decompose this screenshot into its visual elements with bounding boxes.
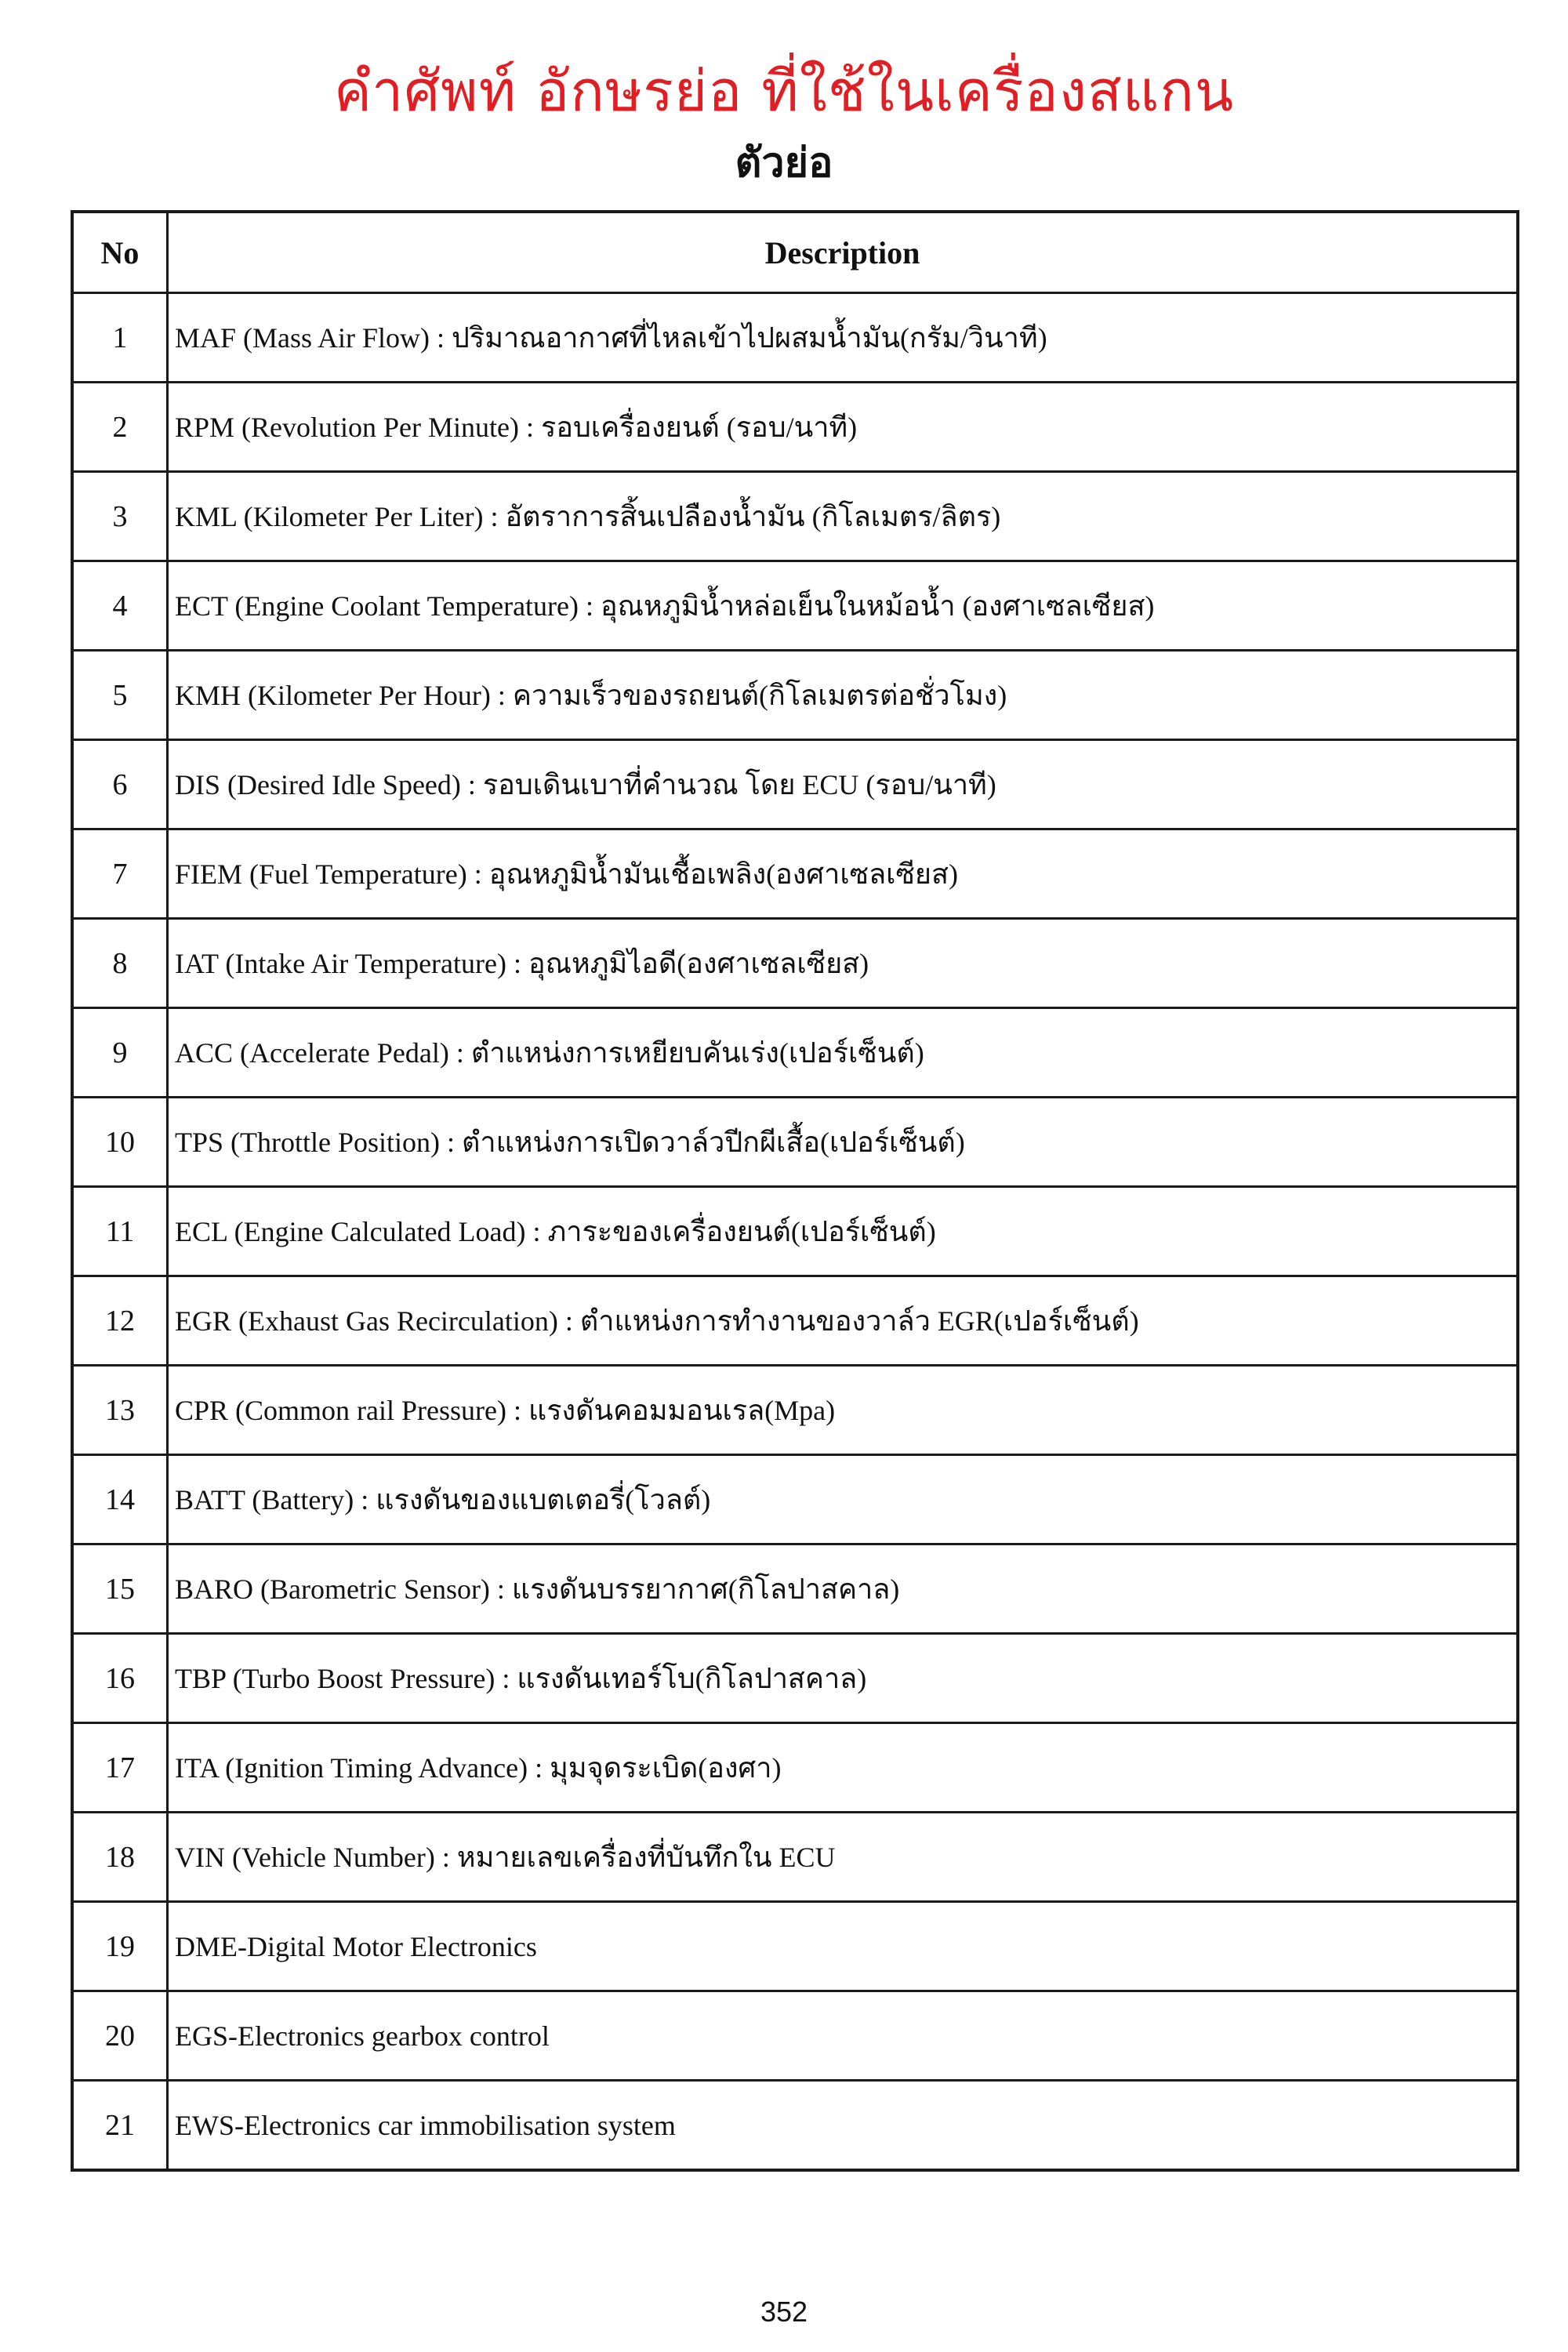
table-row [72,2081,1518,2171]
table-row [72,740,1518,829]
row-description: TBP (Turbo Boost Pressure) : แรงดันเทอร์โบ(กิโลปาสคาล) [168,1634,1519,1723]
table-row [72,383,1518,472]
row-number: 12 [72,1276,168,1366]
row-number: 7 [72,829,168,919]
table-row [72,829,1518,919]
table-row [72,1723,1518,1813]
row-number: 18 [72,1813,168,1902]
row-description: IAT (Intake Air Temperature) : อุณหภูมิไอดี(องศาเซลเซียส) [168,919,1519,1008]
table-row [72,1544,1518,1634]
row-number: 15 [72,1544,168,1634]
row-number: 17 [72,1723,168,1813]
row-description: KMH (Kilometer Per Hour) : ความเร็วของรถยนต์(กิโลเมตรต่อชั่วโมง) [168,651,1519,740]
row-description: KML (Kilometer Per Liter) : อัตราการสิ้นเปลืองน้ำมัน (กิโลเมตร/ลิตร) [168,472,1519,561]
row-description: EGR (Exhaust Gas Recirculation) : ตำแหน่งการทำงานของวาล์ว EGR(เปอร์เซ็นต์) [168,1276,1519,1366]
row-number: 1 [72,293,168,383]
row-number: 6 [72,740,168,829]
row-description: ECL (Engine Calculated Load) : ภาระของเครื่องยนต์(เปอร์เซ็นต์) [168,1187,1519,1276]
column-header-no: No [72,212,168,293]
row-number: 21 [72,2081,168,2171]
row-number: 20 [72,1991,168,2081]
table-row [72,651,1518,740]
row-number: 8 [72,919,168,1008]
table-row [72,1991,1518,2081]
table-row [72,1366,1518,1455]
page-number: 352 [760,2296,808,2328]
row-number: 13 [72,1366,168,1455]
row-number: 2 [72,383,168,472]
row-description: BARO (Barometric Sensor) : แรงดันบรรยากาศ(กิโลปาสคาล) [168,1544,1519,1634]
table-row [72,919,1518,1008]
table-row [72,1634,1518,1723]
row-description: VIN (Vehicle Number) : หมายเลขเครื่องที่บันทึกใน ECU [168,1813,1519,1902]
row-description: MAF (Mass Air Flow) : ปริมาณอากาศที่ไหลเข้าไปผสมน้ำมัน(กรัม/วินาที) [168,293,1519,383]
row-description: EGS-Electronics gearbox control [168,1991,1519,2081]
table-row [72,1276,1518,1366]
row-description: DME-Digital Motor Electronics [168,1902,1519,1991]
row-description: CPR (Common rail Pressure) : แรงดันคอมมอนเรล(Mpa) [168,1366,1519,1455]
table-row [72,472,1518,561]
row-description: EWS-Electronics car immobilisation system [168,2081,1519,2171]
row-description: FIEM (Fuel Temperature) : อุณหภูมิน้ำมันเชื้อเพลิง(องศาเซลเซียส) [168,829,1519,919]
row-description: DIS (Desired Idle Speed) : รอบเดินเบาที่คำนวณ โดย ECU (รอบ/นาที) [168,740,1519,829]
table-row [72,1187,1518,1276]
row-description: ACC (Accelerate Pedal) : ตำแหน่งการเหยียบคันเร่ง(เปอร์เซ็นต์) [168,1008,1519,1098]
column-header-description: Description [168,212,1519,293]
row-number: 11 [72,1187,168,1276]
row-description: BATT (Battery) : แรงดันของแบตเตอรี่(โวลต์) [168,1455,1519,1544]
table-header-row [72,212,1518,293]
row-number: 9 [72,1008,168,1098]
row-number: 16 [72,1634,168,1723]
table-row [72,293,1518,383]
table-row [72,1455,1518,1544]
table-row [72,1813,1518,1902]
table-row [72,1902,1518,1991]
table-row [72,561,1518,651]
page-title: คำศัพท์ อักษรย่อ ที่ใช้ในเครื่องสแกน [333,58,1235,124]
row-number: 5 [72,651,168,740]
page-subtitle: ตัวย่อ [735,140,833,187]
table-row [72,1098,1518,1187]
row-number: 14 [72,1455,168,1544]
row-number: 4 [72,561,168,651]
row-description: ITA (Ignition Timing Advance) : มุมจุดระเบิด(องศา) [168,1723,1519,1813]
row-number: 10 [72,1098,168,1187]
abbreviation-table [71,210,1519,2172]
table-body [72,293,1518,2171]
row-description: ECT (Engine Coolant Temperature) : อุณหภูมิน้ำหล่อเย็นในหม้อน้ำ (องศาเซลเซียส) [168,561,1519,651]
table-row [72,1008,1518,1098]
row-number: 3 [72,472,168,561]
row-description: RPM (Revolution Per Minute) : รอบเครื่องยนต์ (รอบ/นาที) [168,383,1519,472]
row-description: TPS (Throttle Position) : ตำแหน่งการเปิดวาล์วปีกผีเสื้อ(เปอร์เซ็นต์) [168,1098,1519,1187]
row-number: 19 [72,1902,168,1991]
